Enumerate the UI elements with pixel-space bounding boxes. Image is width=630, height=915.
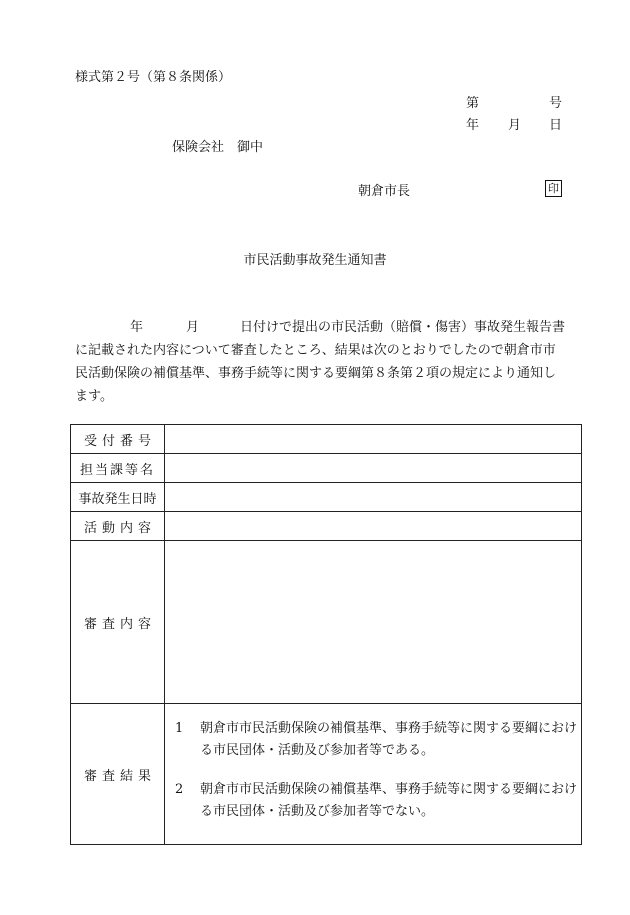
- form-number: 様式第２号（第８条関係）: [75, 70, 232, 85]
- activity-field[interactable]: [165, 512, 582, 541]
- review-result-options: [165, 704, 582, 845]
- body-line-1: [75, 316, 583, 339]
- table-row: [71, 541, 582, 704]
- result-option-text: 朝倉市市民活動保険の補償基準、事務手続等に関する要綱における市民団体・活動及び参加者等である。: [200, 721, 578, 758]
- activity-label: 活動内容: [71, 512, 165, 541]
- reception-number-field[interactable]: [165, 425, 582, 454]
- seal-mark: 印: [545, 180, 562, 197]
- body-line-1-text: 日付けで提出の市民活動（賠償・傷害）事故発生報告書: [240, 320, 566, 335]
- accident-datetime-field[interactable]: [165, 483, 582, 512]
- result-option-2[interactable]: [175, 779, 581, 823]
- sender-name: 朝倉市長: [358, 184, 411, 199]
- reception-number-label: 受付番号: [71, 425, 165, 454]
- issue-date-month: 月: [508, 118, 522, 133]
- body-line-2: に記載された内容について審査したところ、結果は次のとおりでしたので朝倉市市: [75, 343, 556, 358]
- table-row: [71, 454, 582, 483]
- table-row: [71, 425, 582, 454]
- review-content-label: 審査内容: [71, 541, 165, 704]
- document-title: 市民活動事故発生通知書: [243, 253, 387, 268]
- issue-date-day: 日: [549, 118, 563, 133]
- document-number-prefix: 第: [466, 96, 480, 111]
- review-content-field[interactable]: [165, 541, 582, 704]
- addressee: 保険会社 御中: [172, 140, 264, 155]
- table-row: [71, 512, 582, 541]
- result-option-1[interactable]: [175, 718, 581, 762]
- body-date-year: 年: [130, 320, 144, 335]
- accident-datetime-label: 事故発生日時: [71, 483, 165, 512]
- result-option-text: 朝倉市市民活動保険の補償基準、事務手続等に関する要綱における市民団体・活動及び参加者等でない。: [200, 782, 578, 819]
- document-number-suffix: 号: [549, 96, 563, 111]
- review-table: [70, 424, 582, 845]
- issue-date-year: 年: [466, 118, 480, 133]
- review-result-label: 審査結果: [71, 704, 165, 845]
- table-row: [71, 483, 582, 512]
- body-date-month: 月: [186, 320, 200, 335]
- department-field[interactable]: [165, 454, 582, 483]
- result-option-number: 1: [175, 721, 184, 736]
- body-line-3: 民活動保険の補償基準、事務手続等に関する要綱第８条第２項の規定により通知し: [75, 366, 557, 381]
- department-label: 担当課等名: [71, 454, 165, 483]
- body-line-4: ます。: [75, 389, 113, 404]
- table-row: [71, 704, 582, 845]
- body-paragraph: [75, 316, 583, 408]
- result-option-number: 2: [175, 782, 184, 797]
